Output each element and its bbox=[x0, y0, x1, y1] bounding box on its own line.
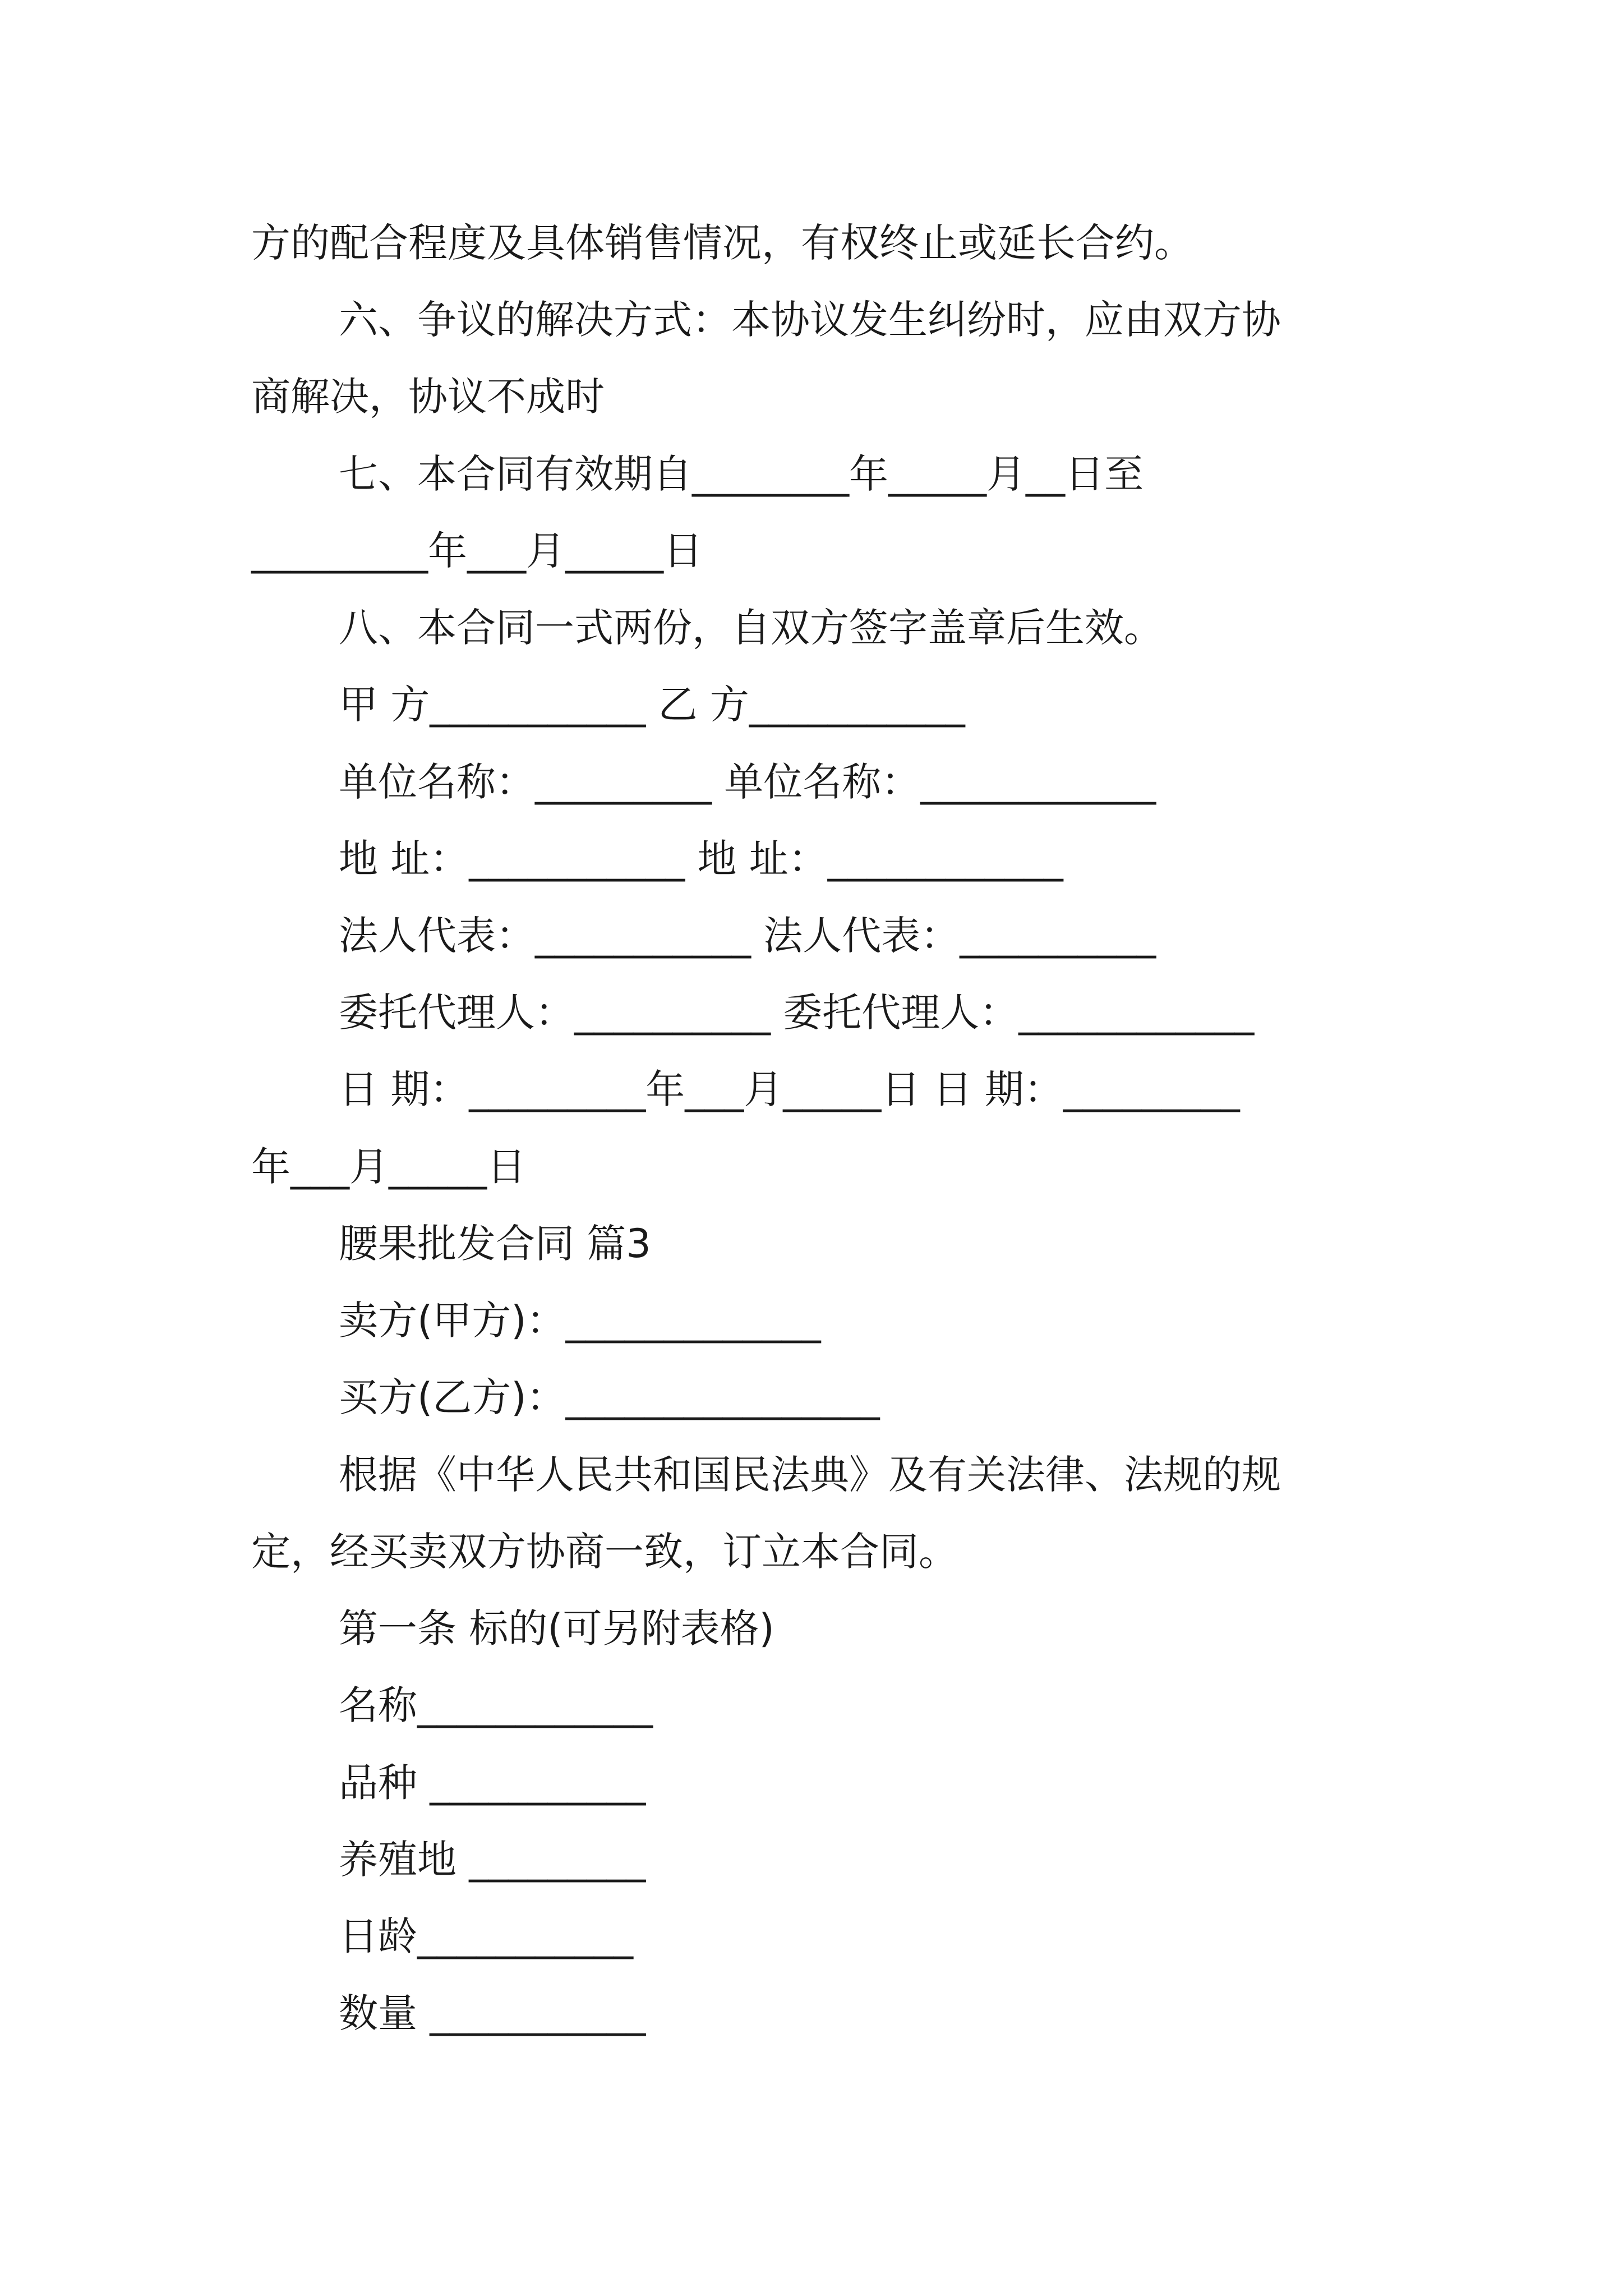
article-heading: 第一条 标的(可另附表格) bbox=[339, 1605, 774, 1651]
section-heading: 腰果批发合同 篇3 bbox=[339, 1221, 651, 1267]
agent-line: 委托代理人：__________ 委托代理人：____________ bbox=[339, 990, 1255, 1036]
field-quantity: 数量 ___________ bbox=[339, 1990, 646, 2036]
legal-representative-line: 法人代表：___________ 法人代表：__________ bbox=[339, 913, 1156, 959]
field-name: 名称____________ bbox=[339, 1682, 653, 1728]
signature-party-line: 甲 方___________ 乙 方___________ bbox=[339, 682, 965, 728]
text-line: 七、本合同有效期自________年_____月__日至 bbox=[339, 451, 1144, 497]
field-origin: 养殖地 _________ bbox=[339, 1837, 646, 1883]
address-line: 地 址：___________ 地 址：____________ bbox=[339, 836, 1063, 882]
text-line: 定，经买卖双方协商一致，订立本合同。 bbox=[251, 1529, 958, 1575]
text-line: 方的配合程度及具体销售情况，有权终止或延长合约。 bbox=[251, 220, 1193, 266]
text-line: _________年___月_____日 bbox=[251, 528, 703, 574]
seller-line: 卖方(甲方)：_____________ bbox=[339, 1297, 821, 1343]
text-line: 根据《中华人民共和国民法典》及有关法律、法规的规 bbox=[339, 1452, 1281, 1498]
date-line: 日 期：_________年___月_____日 日 期：_________ bbox=[339, 1066, 1240, 1112]
unit-name-line: 单位名称：_________ 单位名称：____________ bbox=[339, 759, 1156, 805]
text-line: 八、本合同一式两份，自双方签字盖章后生效。 bbox=[339, 605, 1163, 651]
field-variety: 品种 ___________ bbox=[339, 1760, 646, 1806]
buyer-line: 买方(乙方)：________________ bbox=[339, 1374, 880, 1420]
field-age: 日龄___________ bbox=[339, 1913, 633, 1959]
text-line: 商解决，协议不成时 bbox=[251, 374, 605, 420]
text-line: 六、争议的解决方式：本协议发生纠纷时，应由双方协 bbox=[339, 297, 1281, 343]
date-line-continued: 年___月_____日 bbox=[251, 1144, 526, 1190]
